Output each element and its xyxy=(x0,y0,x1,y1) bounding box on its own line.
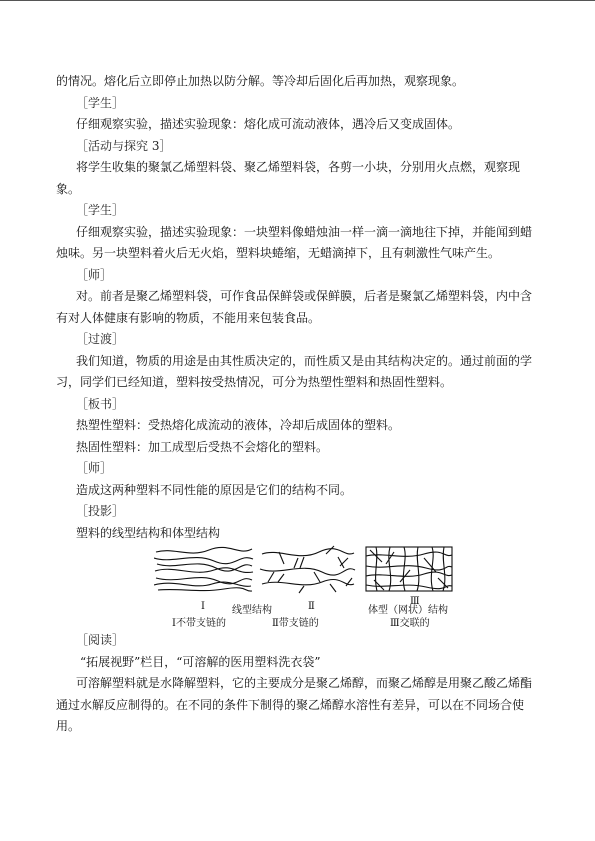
header-rule xyxy=(0,0,595,1)
paragraph-line: 可溶解塑料就是水降解塑料，它的主要成分是聚乙烯醇，而聚乙烯醇是用聚乙酸乙烯酯 xyxy=(76,676,533,690)
caption-branched: Ⅱ带支链的 xyxy=(272,618,319,629)
text-line: 的情况。熔化后立即停止加热以防分解。等冷却后固化后再加热，观察现象。 xyxy=(56,74,465,88)
section-tag-blackboard: ［板书］ xyxy=(76,396,125,411)
paragraph-line: 热固性塑料：加工成型后受热不会熔化的塑料。 xyxy=(76,439,329,454)
document-page xyxy=(56,71,536,738)
label-panel-i: Ⅰ xyxy=(201,601,205,612)
paragraph-line: 用。 xyxy=(56,719,81,733)
paragraph-line: 习，同学们已经知道，塑料按受热情况，可分为热塑性塑料和热固性塑料。 xyxy=(56,375,453,389)
section-tag-teacher: ［师］ xyxy=(76,267,113,282)
section-tag-projection: ［投影］ xyxy=(76,504,125,518)
paragraph-line: 烛味。另一块塑料着火后无火焰，塑料块蜷缩，无蜡滴掉下，且有刺激性气味产生。 xyxy=(56,246,501,260)
section-tag-transition: ［过渡］ xyxy=(76,332,125,346)
caption-linear-structure: 线型结构 xyxy=(232,605,272,616)
section-tag-activity: ［活动与探究 3］ xyxy=(76,138,172,153)
paragraph-line: 通过水解反应制得的。在不同的条件下制得的聚乙烯醇水溶性有差异，可以在不同场合使 xyxy=(56,697,525,712)
paragraph-line: 热塑性塑料：受热熔化成流动的液体，冷却后成固体的塑料。 xyxy=(76,418,401,432)
paragraph-line: 将学生收集的聚氯乙烯塑料袋、聚乙烯塑料袋，各剪一小块，分别用火点燃，观察现 xyxy=(76,160,521,174)
section-tag-student: ［学生］ xyxy=(76,203,125,217)
reading-topic: “拓展视野”栏目，“可溶解的医用塑料洗衣袋” xyxy=(80,654,321,669)
figure-title: 塑料的线型结构和体型结构 xyxy=(76,525,221,540)
section-tag-teacher: ［师］ xyxy=(76,461,113,475)
caption-unbranched: Ⅰ不带支链的 xyxy=(172,618,226,629)
caption-cross-linked: Ⅲ交联的 xyxy=(390,618,430,629)
section-tag-reading: ［阅读］ xyxy=(76,633,125,647)
paragraph-line: 仔细观察实验，描述实验现象：一块塑料像蜡烛油一样一滴一滴地往下掉，并能闻到蜡 xyxy=(76,224,533,239)
label-panel-iii: Ⅲ xyxy=(410,596,420,607)
paragraph-line: 造成这两种塑料不同性能的原因是它们的结构不同。 xyxy=(76,482,353,497)
label-panel-ii: Ⅱ xyxy=(308,601,315,612)
paragraph-line: 象。 xyxy=(56,181,81,196)
section-tag-student: ［学生］ xyxy=(76,95,125,110)
paragraph-line: 有对人体健康有影响的物质，不能用来包装食品。 xyxy=(56,310,321,325)
cross-linked-network xyxy=(366,547,452,591)
polymer-structure-diagram xyxy=(154,544,454,594)
linear-unbranched-chains xyxy=(154,547,253,591)
polymer-structure-figure xyxy=(56,544,536,629)
branched-chains xyxy=(260,546,355,593)
paragraph-line: 对。前者是聚乙烯塑料袋，可作食品保鲜袋或保鲜膜，后者是聚氯乙烯塑料袋，内中含 xyxy=(76,289,533,303)
paragraph-line: 我们知道，物质的用途是由其性质决定的，而性质又是由其结构决定的。通过前面的学 xyxy=(76,353,533,368)
caption-network-structure: 体型（网状）结构 xyxy=(368,605,448,616)
paragraph-line: 仔细观察实验，描述实验现象：熔化成可流动液体，遇冷后又变成固体。 xyxy=(76,117,461,131)
